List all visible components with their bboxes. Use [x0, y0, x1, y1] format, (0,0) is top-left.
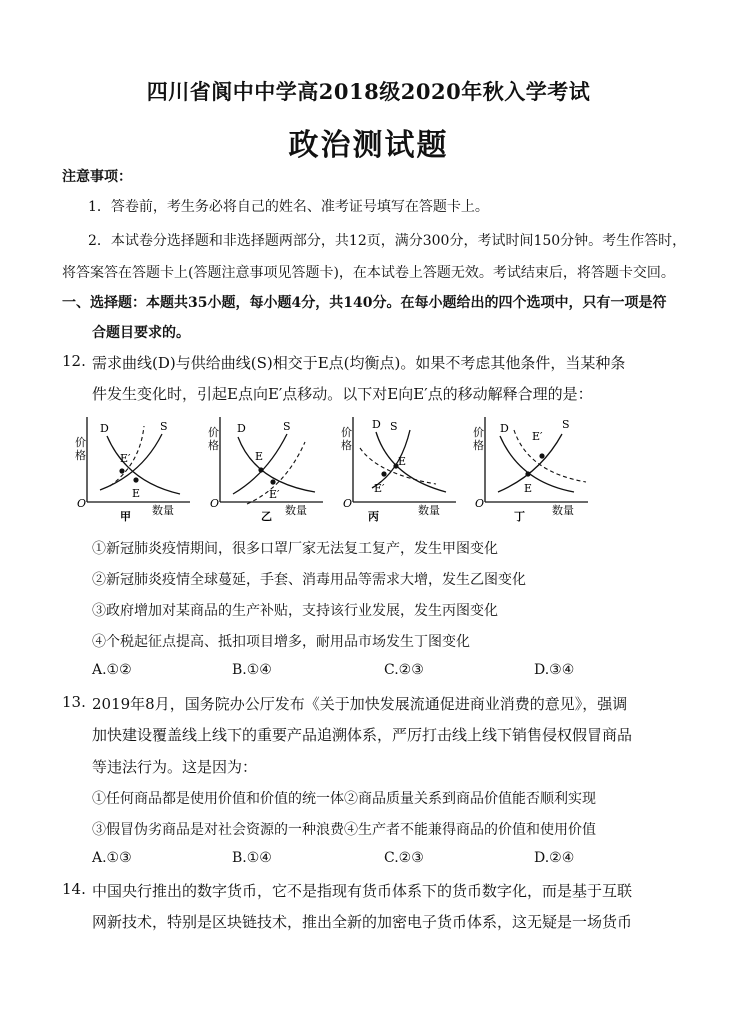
q13-stem-line3: 等违法行为。这是因为： [92, 758, 258, 776]
graph-bing-demand-curve [376, 432, 446, 492]
graph-ding-shifted-curve [514, 430, 586, 482]
q12-statement-1: ①新冠肺炎疫情期间，很多口罩厂家无法复工复产，发生甲图变化 [92, 541, 498, 557]
q12-number: 12. [62, 352, 86, 370]
graph-bing-name: 丙 [368, 510, 379, 522]
q12-option-a: A.①② [92, 662, 132, 678]
graph-yi-y-axis-char1: 价 [208, 426, 219, 439]
exam-title: 四川省阆中中学高2018级2020年秋入学考试 [146, 79, 591, 104]
graph-bing-point-e2 [381, 471, 386, 476]
graph-yi-e-label: E [255, 450, 264, 463]
graph-yi-x-axis: 数量 [285, 504, 307, 517]
graph-jia-point-e2 [119, 468, 124, 473]
graph-jia-demand-curve [107, 436, 180, 494]
exam-subtitle: 政治测试题 [288, 128, 449, 163]
q12-stem-line2: 件发生变化时，引起E点向E′点移动。以下对E向E′点的移动解释合理的是： [92, 385, 593, 403]
graph-jia-x-axis: 数量 [152, 504, 174, 517]
section-heading-cont: 合题目要求的。 [92, 325, 190, 341]
graph-yi-name: 乙 [261, 510, 272, 522]
q14-number: 14. [62, 880, 86, 898]
graph-jia-e-label: E [132, 487, 141, 500]
graph-ding-d-label: D [500, 422, 509, 435]
graph-ding-origin: O [475, 497, 485, 510]
graph-bing [338, 412, 458, 522]
graph-yi [205, 412, 325, 522]
notice-item-2: 2．本试卷分选择题和非选择题两部分，共12页，满分300分，考试时间150分钟。考生作答时， [88, 233, 687, 249]
graph-bing-y-axis-char1: 价 [341, 426, 352, 439]
q12-statement-3: ③政府增加对某商品的生产补贴，支持该行业发展，发生丙图变化 [92, 603, 498, 619]
graph-ding-s-label: S [562, 418, 570, 431]
graph-ding-x-axis: 数量 [552, 504, 574, 517]
graph-bing-s-label: S [390, 420, 398, 433]
notice-item-2-cont: 将答案答在答题卡上(答题注意事项见答题卡)，在本试卷上答题无效。考试结束后，将答题卡交回。 [62, 265, 675, 281]
graph-bing-d-label: D [372, 418, 381, 431]
graph-ding [470, 412, 590, 522]
graph-ding-point-e2 [539, 453, 544, 458]
graph-ding-y-axis-char1: 价 [473, 426, 484, 439]
q13-statement-1: ①任何商品都是使用价值和价值的统一体②商品质量关系到商品价值能否顺利实现 [92, 791, 596, 807]
graph-bing-e2-label: E′ [374, 482, 385, 495]
graph-ding-demand-curve [500, 436, 574, 492]
graph-ding-y-axis-char2: 格 [473, 439, 484, 452]
q12-statement-2: ②新冠肺炎疫情全球蔓延，手套、消毒用品等需求大增，发生乙图变化 [92, 572, 526, 588]
q12-statement-4: ④个税起征点提高、抵扣项目增多，耐用品市场发生丁图变化 [92, 634, 470, 650]
graph-jia-d-label: D [100, 422, 109, 435]
graph-yi-e2-label: E′ [269, 488, 280, 501]
graph-bing-x-axis: 数量 [418, 504, 440, 517]
q13-stem-line2: 加快建设覆盖线上线下的重要产品追溯体系，严厉打击线上线下销售侵权假冒商品 [92, 726, 633, 744]
graph-jia-point-e [133, 477, 138, 482]
graph-ding-point-e [525, 471, 530, 476]
graph-bing-origin: O [343, 497, 353, 510]
graph-yi-point-e [258, 467, 263, 472]
graph-bing-y-axis-char2: 格 [341, 439, 352, 452]
graph-ding-name: 丁 [514, 510, 525, 522]
graph-yi-origin: O [210, 497, 220, 510]
graph-jia-y-axis-char2: 格 [75, 449, 86, 462]
graph-yi-d-label: D [237, 422, 246, 435]
q14-stem-line2: 网新技术，特别是区块链技术，推出全新的加密电子货币体系，这无疑是一场货币 [92, 913, 633, 931]
q13-statement-2: ③假冒伪劣商品是对社会资源的一种浪费④生产者不能兼得商品的价值和使用价值 [92, 822, 596, 838]
q12-option-d: D.③④ [534, 662, 575, 678]
graph-yi-point-e2 [270, 479, 275, 484]
graph-yi-y-axis-char2: 格 [208, 439, 219, 452]
q13-option-a: A.①③ [92, 850, 132, 866]
graph-jia-origin: O [77, 497, 87, 510]
graph-jia-y-axis-char1: 价 [75, 436, 86, 449]
graph-yi-s-label: S [283, 420, 291, 433]
q13-option-d: D.②④ [534, 850, 575, 866]
q13-option-b: B.①④ [232, 850, 272, 866]
graph-ding-e2-label: E′ [532, 430, 543, 443]
q12-option-c: C.②③ [384, 662, 424, 678]
notice-heading: 注意事项： [62, 169, 132, 185]
q13-option-c: C.②③ [384, 850, 424, 866]
q13-number: 13. [62, 693, 86, 711]
notice-item-1: 1．答卷前，考生务必将自己的姓名、准考证号填写在答题卡上。 [88, 199, 489, 215]
section-heading: 一、选择题：本题共35小题，每小题4分，共140分。在每小题给出的四个选项中，只有一项是符 [62, 295, 667, 311]
q13-stem-line1: 2019年8月，国务院办公厅发布《关于加快发展流通促进商业消费的意见》，强调 [92, 695, 628, 713]
graph-jia-e2-label: E′ [120, 452, 131, 465]
graph-jia-name: 甲 [120, 510, 131, 522]
q12-option-b: B.①④ [232, 662, 272, 678]
graph-jia-s-label: S [160, 420, 168, 433]
q12-stem-line1: 需求曲线(D)与供给曲线(S)相交于E点(均衡点)。如果不考虑其他条件，当某种条 [92, 354, 626, 372]
graph-bing-e-label: E [398, 455, 407, 468]
q14-stem-line1: 中国央行推出的数字货币，它不是指现有货币体系下的货币数字化，而是基于互联 [92, 882, 633, 900]
graph-jia [72, 412, 192, 522]
graph-ding-e-label: E [524, 482, 533, 495]
